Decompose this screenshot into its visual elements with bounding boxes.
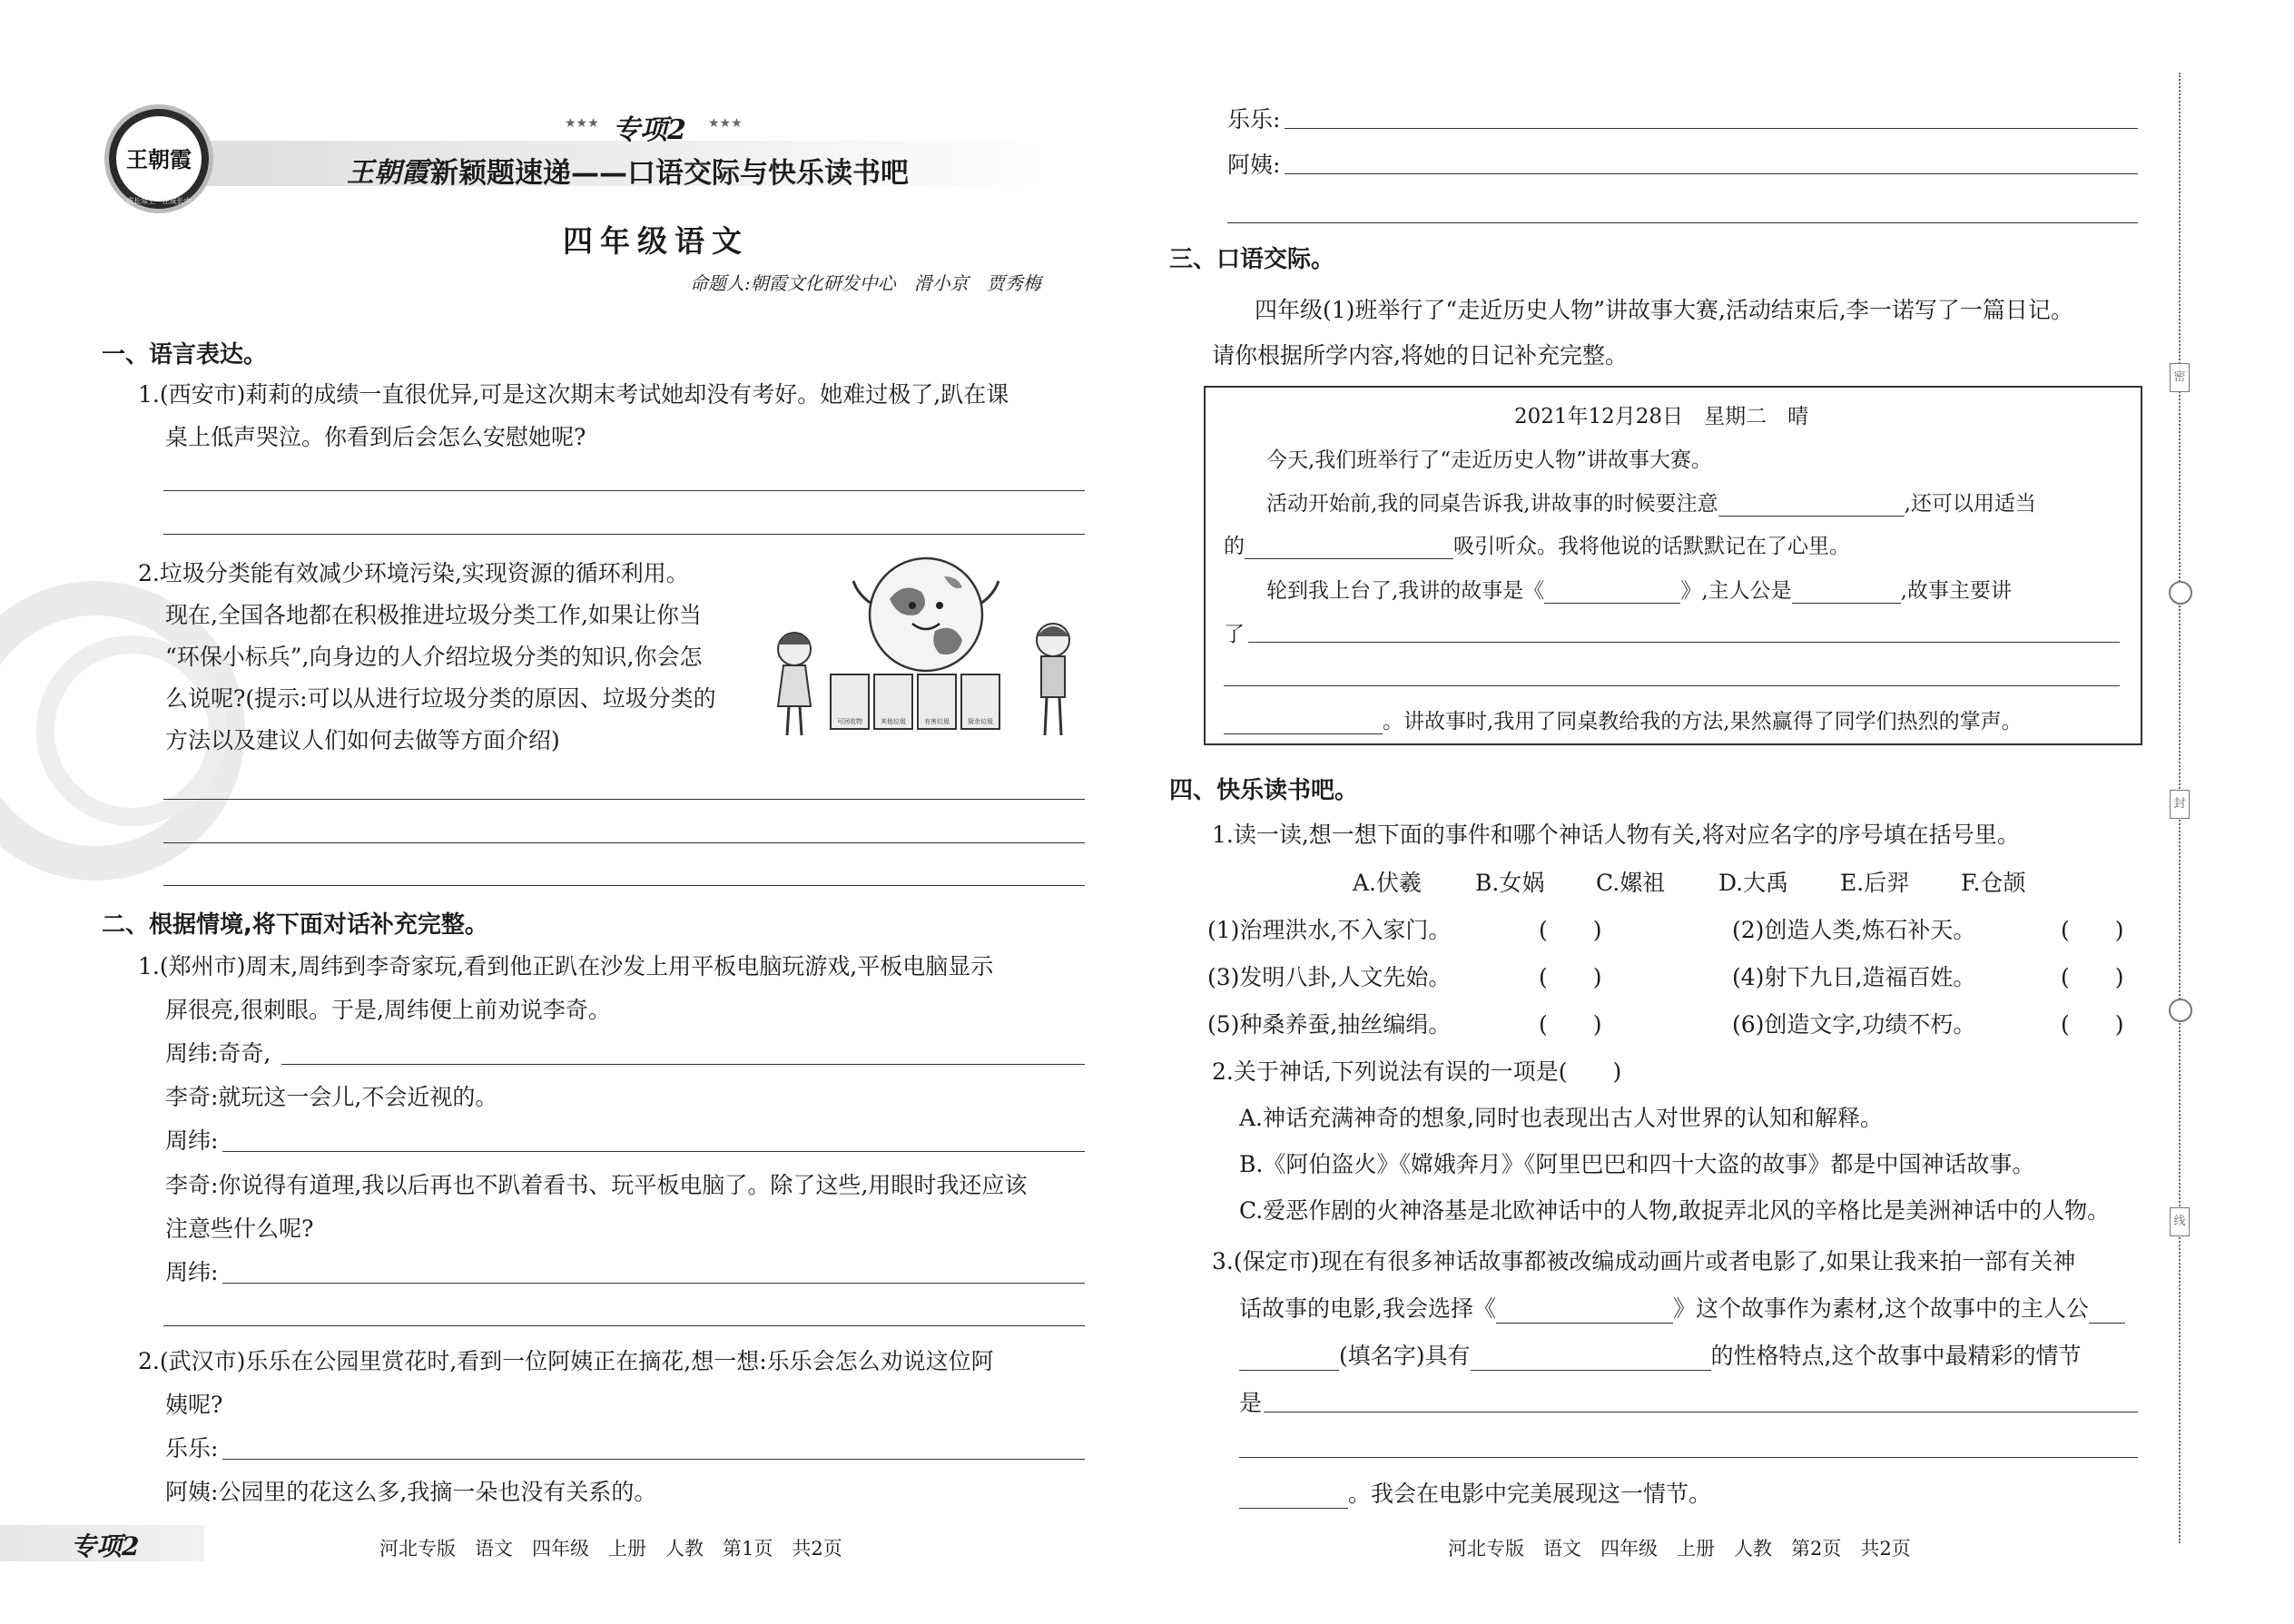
binding-hole-icon: [2169, 581, 2192, 605]
header-stars-right: ★★★: [708, 116, 743, 131]
footer-special-label: 专项2: [71, 1531, 140, 1561]
special-label: 专项2: [613, 114, 686, 146]
s1-q2-line1: 2.垃圾分类能有效减少环境污染,实现资源的循环利用。: [138, 560, 689, 586]
earth-globe-icon: [853, 558, 999, 671]
bin-label-hazardous: 有害垃圾: [924, 718, 950, 725]
diary-date: 2021年12月28日 星期二 晴: [1514, 405, 1809, 428]
dialog-zhouwei-3-blank[interactable]: [222, 1283, 1085, 1284]
diary-blank-content-3[interactable]: [1224, 710, 1383, 734]
section3-title: 三、口语交际。: [1169, 246, 1335, 273]
event-5-paren[interactable]: ( ): [1539, 1011, 1602, 1038]
option-a: A.伏羲: [1353, 870, 1423, 896]
diary-blank-content-2[interactable]: [1224, 685, 2120, 686]
s1-q1-line2: 桌上低声哭泣。你看到后会怎么安慰她呢?: [165, 424, 586, 450]
s1-q1-answer-line-2[interactable]: [163, 534, 1085, 535]
binding-hole-icon: [2169, 999, 2192, 1022]
s2-q1-line2: 屏很亮,很刺眼。于是,周纬便上前劝说李奇。: [165, 997, 611, 1023]
diary-line4: 轮到我上台了,我讲的故事是《 》,主人公是 ,故事主要讲: [1266, 579, 2012, 603]
boy-figure-icon: [1037, 624, 1069, 735]
garbage-sorting-illustration: [767, 549, 1085, 753]
s4-q1: 1.读一读,想一想下面的事件和哪个神话人物有关,将对应名字的序号填在括号里。: [1212, 822, 2020, 848]
dialog-liqi-1: 李奇:就玩这一会儿,不会近视的。: [165, 1084, 498, 1110]
section4-title: 四、快乐读书吧。: [1169, 777, 1359, 804]
binding-label-feng: 封: [2170, 790, 2190, 819]
dialog-lele-1: 乐乐:: [165, 1435, 219, 1462]
diary-blank-attention[interactable]: [1718, 492, 1905, 517]
q3-blank-story[interactable]: [1496, 1299, 1673, 1324]
diary-line3: 的 吸引听众。我将他说的话默默记在了心里。: [1224, 535, 1850, 558]
event-2: (2)创造人类,炼石补天。: [1732, 917, 1976, 943]
recycling-bins-icon: [831, 674, 999, 729]
binding-label-mi: 密: [2170, 363, 2190, 392]
s1-q2-line4: 么说呢?(提示:可以从进行垃圾分类的原因、垃圾分类的: [165, 685, 716, 712]
s4-q3-line3: (填名字)具有 的性格特点,这个故事中最精彩的情节: [1239, 1338, 2081, 1371]
q3-blank-plot-3[interactable]: [1239, 1484, 1348, 1509]
q3-blank-trait[interactable]: [1471, 1346, 1711, 1371]
bin-label-recyclable: 可回收物: [837, 718, 862, 725]
dialog-zhouwei-3-blank-2[interactable]: [163, 1325, 1085, 1326]
event-3: (3)发明八卦,人文先始。: [1207, 964, 1452, 990]
dialog-ayi-2-blank[interactable]: [1285, 173, 2138, 174]
event-5: (5)种桑养蚕,抽丝编绢。: [1207, 1011, 1452, 1038]
section1-title: 一、语言表达。: [102, 341, 268, 369]
s1-q2-answer-line-2[interactable]: [163, 842, 1085, 843]
option-c: C.嫘祖: [1596, 870, 1666, 896]
girl-figure-icon: [778, 633, 811, 735]
s4-q2-option-a: A.神话充满神奇的想象,同时也表现出古人对世界的认知和解释。: [1239, 1105, 1883, 1131]
s4-q3-line1: 3.(保定市)现在有很多神话故事都被改编成动画片或者电影了,如果让我来拍一部有关神: [1212, 1248, 2076, 1275]
s1-q2-answer-line-3[interactable]: [163, 885, 1085, 886]
diary-blank-method[interactable]: [1245, 535, 1453, 559]
option-b: B.女娲: [1475, 870, 1545, 896]
diary-blank-content-1[interactable]: [1248, 642, 2120, 643]
option-f: F.仓颉: [1961, 870, 2026, 896]
footer-page2: 河北专版 语文 四年级 上册 人教 第2页 共2页: [1448, 1538, 1911, 1560]
logo-text: 王朝霞: [126, 146, 192, 172]
bin-label-other: 其他垃圾: [881, 718, 906, 725]
s1-q1-line1: 1.(西安市)莉莉的成绩一直很优异,可是这次期末考试她却没有考好。她难过极了,趴在课: [138, 381, 1009, 408]
dialog-lele-2-blank[interactable]: [1285, 128, 2138, 129]
s1-q2-answer-line-1[interactable]: [163, 799, 1085, 800]
header-stars-left: ★★★: [565, 116, 599, 131]
footer-page1: 河北专版 语文 四年级 上册 人教 第1页 共2页: [379, 1538, 842, 1560]
diary-line5: 了: [1224, 623, 1245, 646]
s1-q1-answer-line-1[interactable]: [163, 490, 1085, 491]
subject-title: 四年级语文: [563, 223, 749, 259]
dialog-zhouwei-2-blank[interactable]: [222, 1151, 1085, 1152]
binding-label-xian: 线: [2170, 1207, 2190, 1236]
option-e: E.后羿: [1840, 870, 1910, 896]
diary-line7: 。讲故事时,我用了同桌教给我的方法,果然赢得了同学们热烈的掌声。: [1224, 704, 2023, 734]
diary-blank-story[interactable]: [1544, 579, 1680, 604]
event-6-paren[interactable]: ( ): [2061, 1011, 2124, 1038]
s4-q2-option-c: C.爱恶作剧的火神洛基是北欧神话中的人物,敢捉弄北风的辛格比是美洲神话中的人物。: [1239, 1197, 2111, 1224]
dialog-zhouwei-2: 周纬:: [165, 1127, 219, 1154]
dialog-ayi-2-blank-2[interactable]: [1227, 222, 2138, 223]
logo-badge: [104, 104, 213, 213]
dialog-ayi-1: 阿姨:公园里的花这么多,我摘一朵也没有关系的。: [165, 1479, 657, 1505]
s4-q3-line2: 话故事的电影,我会选择《 》这个故事作为素材,这个故事中的主人公: [1239, 1291, 2125, 1324]
s1-q2-line3: “环保小标兵”,向身边的人介绍垃圾分类的知识,你会怎: [165, 644, 703, 670]
s4-q3-line6: 。我会在电影中完美展现这一情节。: [1239, 1476, 1711, 1509]
dialog-zhouwei-1-blank[interactable]: [281, 1064, 1085, 1065]
dialog-lele-2: 乐乐:: [1227, 106, 1281, 133]
event-3-paren[interactable]: ( ): [1539, 964, 1602, 990]
s1-q2-line2: 现在,全国各地都在积极推进垃圾分类工作,如果让你当: [165, 602, 702, 628]
s4-q2: 2.关于神话,下列说法有误的一项是( ): [1212, 1058, 1622, 1085]
brand-name: 王朝霞: [347, 157, 428, 189]
dialog-ayi-2: 阿姨:: [1227, 152, 1281, 178]
q3-blank-hero[interactable]: [2089, 1299, 2125, 1324]
authors: 命题人:朝霞文化研发中心 滑小京 贾秀梅: [690, 272, 1041, 294]
event-4: (4)射下九日,造福百姓。: [1732, 964, 1976, 990]
diary-line2: 活动开始前,我的同桌告诉我,讲故事的时候要注意 ,还可以用适当: [1266, 492, 2036, 516]
s4-q2-option-b: B.《阿伯盗火》《嫦娥奔月》《阿里巴巴和四十大盗的故事》都是中国神话故事。: [1239, 1151, 2035, 1177]
s1-q2-line5: 方法以及建议人们如何去做等方面介绍): [165, 727, 560, 753]
diary-box: [1204, 386, 2142, 745]
event-4-paren[interactable]: ( ): [2061, 964, 2124, 990]
logo-subtext: 成长常上 · 在成长中: [126, 197, 192, 205]
diary-line1: 今天,我们班举行了“走近历史人物”讲故事大赛。: [1266, 448, 1712, 472]
bin-label-kitchen: 厨余垃圾: [968, 718, 993, 725]
dialog-zhouwei-1: 周纬:奇奇,: [165, 1040, 271, 1067]
s2-q2-line2: 姨呢?: [165, 1392, 223, 1418]
s2-q1-line1: 1.(郑州市)周末,周纬到李奇家玩,看到他正趴在沙发上用平板电脑玩游戏,平板电脑显示: [138, 953, 994, 979]
dialog-lele-1-blank[interactable]: [222, 1459, 1085, 1460]
event-6: (6)创造文字,功绩不朽。: [1732, 1011, 1976, 1038]
s3-intro-line1: 四年级(1)班举行了“走近历史人物”讲故事大赛,活动结束后,李一诺写了一篇日记。: [1255, 297, 2073, 323]
series-title: 新颖题速递——口语交际与快乐读书吧: [430, 157, 909, 190]
s3-intro-line2: 请你根据所学内容,将她的日记补充完整。: [1212, 342, 1628, 369]
q3-blank-plot-2[interactable]: [1239, 1457, 2138, 1458]
option-d: D.大禹: [1718, 870, 1789, 896]
s4-q3-line4: 是: [1239, 1390, 1263, 1416]
dialog-zhouwei-3: 周纬:: [165, 1259, 219, 1285]
event-2-paren[interactable]: ( ): [2061, 917, 2124, 943]
dialog-liqi-2-line1: 李奇:你说得有道理,我以后再也不趴着看书、玩平板电脑了。除了这些,用眼时我还应该: [165, 1172, 1028, 1198]
s2-q2-line1: 2.(武汉市)乐乐在公园里赏花时,看到一位阿姨正在摘花,想一想:乐乐会怎么劝说这位阿: [138, 1348, 994, 1374]
event-1: (1)治理洪水,不入家门。: [1207, 917, 1452, 943]
dialog-liqi-2-line2: 注意些什么呢?: [165, 1216, 314, 1242]
event-1-paren[interactable]: ( ): [1539, 917, 1602, 943]
diary-blank-protagonist[interactable]: [1792, 579, 1901, 604]
q3-blank-name[interactable]: [1239, 1346, 1339, 1371]
section2-title: 二、根据情境,将下面对话补充完整。: [102, 911, 488, 939]
